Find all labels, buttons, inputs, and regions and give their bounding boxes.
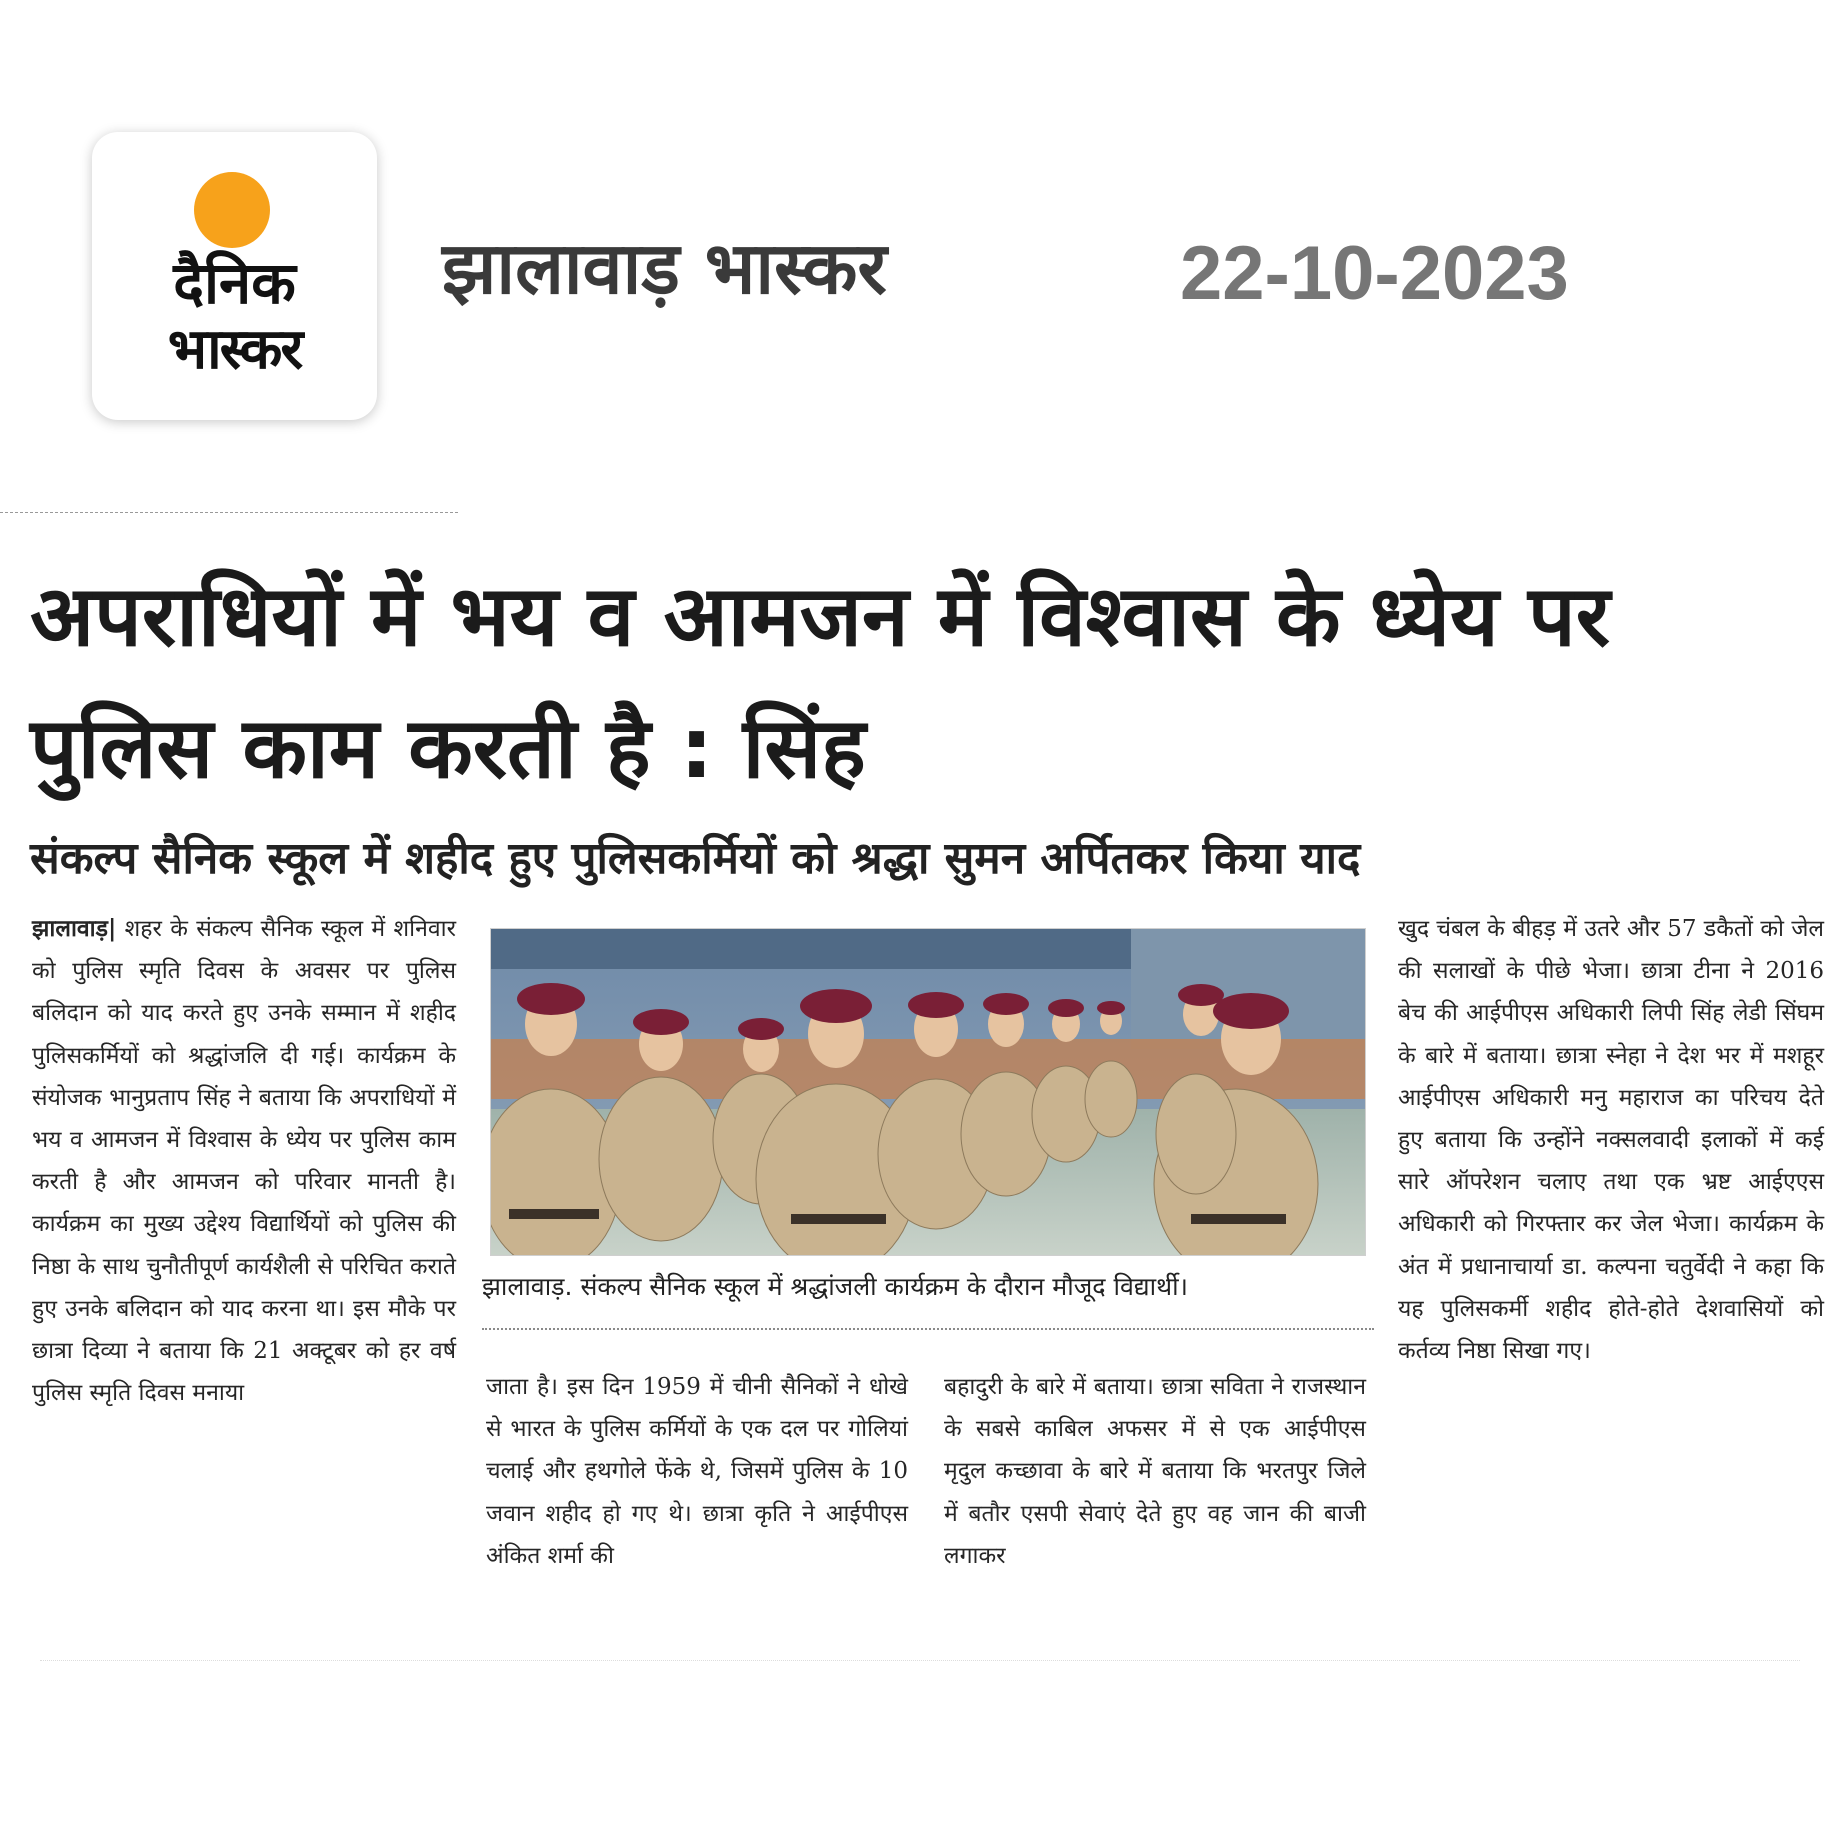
- article-column-3: बहादुरी के बारे में बताया। छात्रा सविता ने राजस्थान के सबसे काबिल अफसर में से एक आईपीएस मृदुल कच्छावा के बारे में बताया कि भरतपुर जिले में बतौर एसपी सेवाएं देते हुए वह जान की बाजी लगाकर: [944, 1374, 1366, 1569]
- article-column-2: जाता है। इस दिन 1959 में चीनी सैनिकों ने धोखे से भारत के पुलिस कर्मियों के एक दल पर गोलियां चलाई और हथगोले फेंके थे, जिसमें पुलिस के 10 जवान शहीद हो गए थे। छात्रा कृति ने आईपीएस अंकित शर्मा की: [486, 1374, 908, 1569]
- logo-text-line1: दैनिक: [173, 249, 296, 317]
- top-divider: [0, 512, 458, 513]
- dainik-bhaskar-logo: [92, 132, 377, 420]
- edition-name: झालावाड़ भास्कर: [442, 226, 887, 310]
- bottom-divider: [40, 1660, 1800, 1661]
- logo-text-line2: भास्कर: [167, 317, 302, 382]
- column-1-text: शहर के संकल्प सैनिक स्कूल में शनिवार को पुलिस स्मृति दिवस के अवसर पर पुलिस बलिदान को याद करते हुए उनके सम्मान में शहीद पुलिसकर्मियों को श्रद्धांजलि दी गई। कार्यक्रम के संयोजक भानुप्रताप सिंह ने बताया कि अपराधियों में भय व आमजन में विश्वास के ध्येय पर पुलिस काम करती है और आमजन को परिवार मानती है। कार्यक्रम का मुख्य उद्देश्य विद्यार्थियों को पुलिस की निष्ठा के साथ चुनौतीपूर्ण कार्यशैली से परिचित कराते हुए उनके बलिदान को याद करना था। इस मौके पर छात्रा दिव्या ने बताया कि 21 अक्टूबर को हर वर्ष पुलिस स्मृति दिवस मनाया: [32, 916, 456, 1407]
- students-seated-photo: [491, 929, 1365, 1255]
- logo-sun-icon: [194, 172, 270, 248]
- article-column-1: [32, 908, 456, 1628]
- photo-caption: झालावाड़. संकल्प सैनिक स्कूल में श्रद्धांजली कार्यक्रम के दौरान मौजूद विद्यार्थी।: [482, 1272, 1189, 1301]
- dateline: झालावाड़|: [32, 915, 117, 942]
- publication-date: 22-10-2023: [1180, 231, 1569, 316]
- headline: अपराधियों में भय व आमजन में विश्वास के ध्येय पर पुलिस काम करती है : सिंह: [30, 567, 1611, 797]
- article-photo: [490, 928, 1366, 1256]
- subheadline: संकल्प सैनिक स्कूल में शहीद हुए पुलिसकर्मियों को श्रद्धा सुमन अर्पितकर किया याद: [30, 833, 1361, 884]
- caption-divider: [482, 1328, 1374, 1330]
- article-column-4: खुद चंबल के बीहड़ में उतरे और 57 डकैतों को जेल की सलाखों के पीछे भेजा। छात्रा टीना ने 2016 बेच की आईपीएस अधिकारी लिपी सिंह लेडी सिंघम के बारे में बताया। छात्रा स्नेहा ने देश भर में मशहूर आईपीएस अधिकारी मनु महाराज का परिचय देते हुए बताया कि उन्होंने नक्सलवादी इलाकों में कई सारे ऑपरेशन चलाए तथा एक भ्रष्ट आईएएस अधिकारी को गिरफ्तार कर जेल भेजा। कार्यक्रम के अंत में प्रधानाचार्या डा. कल्पना चतुर्वेदी ने कहा कि यह पुलिसकर्मी शहीद होते-होते देशवासियों को कर्तव्य निष्ठा सिखा गए।: [1398, 916, 1824, 1365]
